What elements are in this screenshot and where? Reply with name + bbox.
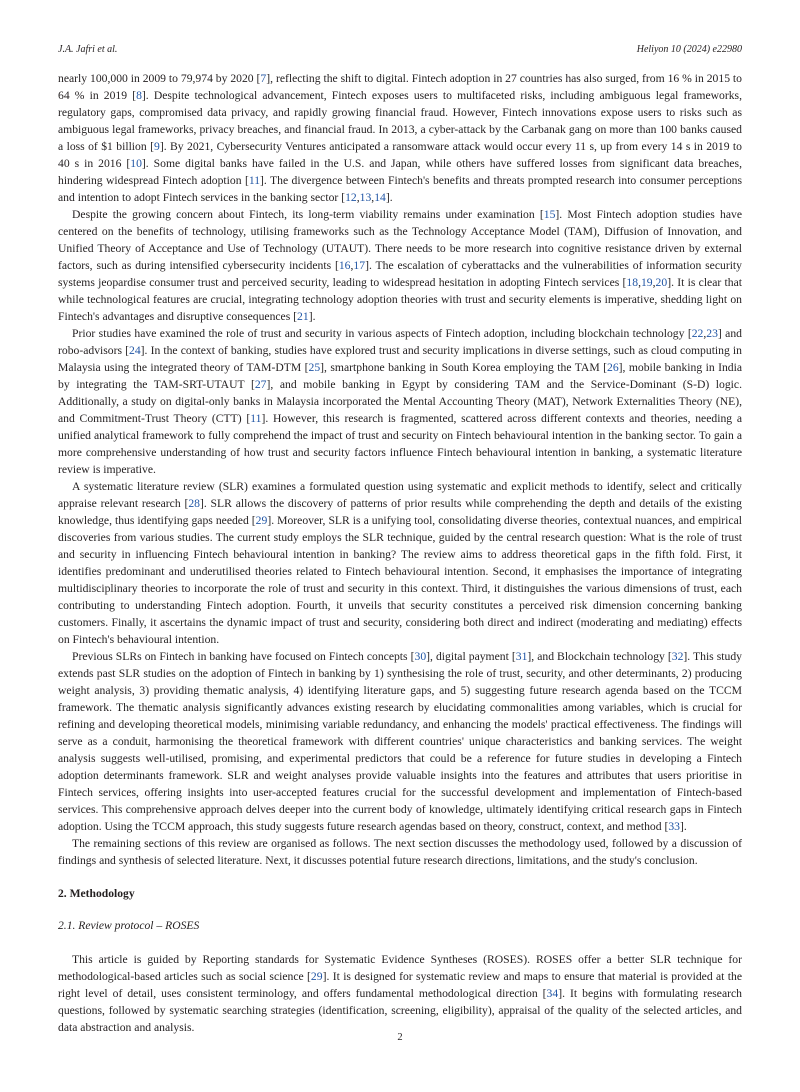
citation-link[interactable]: 11	[250, 412, 262, 425]
citation-link[interactable]: 19	[640, 276, 653, 289]
section-heading: 2. Methodology	[58, 887, 135, 900]
citation-link[interactable]: 34	[546, 987, 559, 1000]
intro-paragraphs	[58, 70, 742, 869]
subsection-heading: 2.1. Review protocol – ROSES	[58, 919, 200, 932]
citation-link[interactable]: 13	[359, 191, 372, 204]
citation-link[interactable]: 25	[308, 361, 321, 374]
citation-link[interactable]: 22	[691, 327, 704, 340]
citation-link[interactable]: 30	[414, 650, 427, 663]
citation-link[interactable]: 17	[353, 259, 366, 272]
citation-link[interactable]: 16	[338, 259, 351, 272]
running-header	[58, 44, 742, 55]
header-journal: Heliyon 10 (2024) e22980	[636, 44, 742, 55]
citation-link[interactable]: 31	[515, 650, 528, 663]
methodology-paragraph: This article is guided by Reporting standards for Systematic Evidence Syntheses (ROSES). ROSES offer a better SLR technique for methodological-based articles such as social science [29]. It is designed for systematic review and maps to ensure that material is provided at the right level of detail, uses consistent terminology, and offers fundamental methodological direction [34]. It begins with formulating research questions, followed by systematic searching strategies (identification, screening, eligibility), appraisal of the quality of the selected articles, and data abstraction and analysis.	[58, 953, 742, 1034]
citation-link[interactable]: 7	[260, 72, 267, 85]
citation-link[interactable]: 11	[248, 174, 261, 187]
citation-link[interactable]: 10	[130, 157, 142, 170]
citation-link[interactable]: 15	[543, 208, 556, 221]
header-authors: J.A. Jafri et al.	[58, 44, 118, 55]
citation-link[interactable]: 26	[607, 361, 619, 374]
citation-link[interactable]: 27	[254, 378, 267, 391]
body-paragraph: nearly 100,000 in 2009 to 79,974 by 2020 [7], reflecting the shift to digital. Fintech adoption in 27 countries has also surged, from 16 % in 2015 to 64 % in 2019 [8]. Despite technological advancement, Fintech exposes users to multifaceted risks, including ambiguous legal frameworks, regulatory gaps, compromised data privacy, and rapidly growing financial fraud. However, Fintech innovations expose users to risks such as ambiguous legal frameworks, privacy breaches, and financial fraud. In 2013, a cyber-attack by the Carbanak gang on more than 100 banks caused a loss of $1 billion [9]. By 2021, Cybersecurity Ventures anticipated a ransomware attack would occur every 11 s, up from every 14 s in 2019 to 40 s in 2016 [10]. Some digital banks have failed in the U.S. and Japan, while others have suffered losses from significant data breaches, hindering widespread Fintech adoption [11]. The divergence between Fintech's benefits and threats prompted research into consumer perceptions and intention to adopt Fintech services in the banking sector [12,13,14].	[58, 72, 742, 204]
citation-link[interactable]: 29	[255, 514, 268, 527]
body-paragraph: A systematic literature review (SLR) examines a formulated question using systematic and explicit methods to identify, select and critically appraise relevant research [28]. SLR allows the discovery of patterns of prior results while comprehending the depth and details of the existing knowledge, thus identifying gaps needed [29]. Moreover, SLR is a unifying tool, consolidating diverse theories, contextual nuances, and empirical discoveries from various studies. The current study employs the SLR technique, guided by the central research question: What is the role of trust and security in influencing Fintech behavioural intention in banking? The review aims to address theoretical gaps in the fifth fold. First, it identifies predominant and underutilised theories related to Fintech behavioural intention. Second, it emphasises the importance of integrating multidisciplinary theories to incorporate the role of trust and security in this context. Third, it distinguishes the various dimensions of trust, each contributing to understanding Fintech adoption. Fourth, it unveils that security constitutes a perceived risk dimension concerning banking customers. Finally, it ascertains the dynamic impact of trust and security, considering both direct and indirect (moderating and mediating) effects on Fintech's behavioural intention.	[58, 480, 742, 646]
citation-link[interactable]: 9	[153, 140, 160, 153]
citation-link[interactable]: 14	[374, 191, 386, 204]
citation-link[interactable]: 21	[297, 310, 309, 323]
body-paragraph: The remaining sections of this review are organised as follows. The next section discusses the methodology used, followed by a discussion of findings and synthesis of selected literature. Next, it discusses potential future research directions, limitations, and the study's conclusion.	[58, 837, 742, 867]
citation-link[interactable]: 23	[706, 327, 718, 340]
citation-link[interactable]: 18	[626, 276, 639, 289]
citation-link[interactable]: 28	[188, 497, 200, 510]
citation-link[interactable]: 33	[668, 820, 680, 833]
citation-link[interactable]: 20	[655, 276, 668, 289]
body-paragraph: Despite the growing concern about Fintech, its long-term viability remains under examination [15]. Most Fintech adoption studies have centered on the benefits of technology, utilising frameworks such as the Technology Acceptance Model (TAM), Diffusion of Innovation, and Unified Theory of Acceptance and Use of Technology (UTAUT). There needs to be more research into cognitive resistance driven by external factors, such as during intensified cybersecurity incidents [16,17]. The escalation of cyberattacks and the vulnerabilities of information security systems jeopardise consumer trust and perceived security, leading to widespread hesitation in adopting Fintech services [18,19,20]. It is clear that while technological features are crucial, integrating technology adoption theories with trust and security elements is imperative, shedding light on Fintech's advantages and disruptive consequences [21].	[58, 208, 742, 323]
citation-link[interactable]: 24	[129, 344, 141, 357]
page-number: 2	[397, 1032, 403, 1043]
body-paragraph: Previous SLRs on Fintech in banking have focused on Fintech concepts [30], digital payment [31], and Blockchain technology [32]. This study extends past SLR studies on the adoption of Fintech in banking by 1) synthesising the role of trust, security, and other determinants, 2) producing weight analysis, 3) providing thematic analysis, 4) identifying literature gaps, and 5) suggesting future research agenda based on the TCCM framework. The thematic analysis significantly advances existing research by elucidating commonalities among variables, which is crucial for refining and developing theoretical models, minimising variable redundancy, and enhancing the models' practical effectiveness. The findings will serve as a conduit, harmonising the theoretical framework with different countries' unique characteristics and banking services. The weight analysis suggests well-utilised, promising, and experimental predictors that could be a reference for future studies in developing a Fintech adoption determinants framework. SLR and weight analyses provide valuable insights into the features and attributes that users prioritise in Fintech services, offering insights into user-accepted features crucial for the successful development and implementation of Fintech-based services. This comprehensive approach delves deeper into the current body of knowledge, ultimately identifying critical research gaps in Fintech adoption. Using the TCCM approach, this study suggests future research agendas based on theory, construct, context, and method [33].	[58, 650, 742, 833]
citation-link[interactable]: 32	[671, 650, 684, 663]
citation-link[interactable]: 29	[310, 970, 323, 983]
body-paragraph: Prior studies have examined the role of trust and security in various aspects of Fintech adoption, including blockchain technology [22,23] and robo-advisors [24]. In the context of banking, studies have explored trust and security implications in diverse settings, such as cloud computing in Malaysia using the integrated theory of TAM-DTM [25], smartphone banking in South Korea employing the TAM [26], mobile banking in India by integrating the TAM-SRT-UTAUT [27], and mobile banking in Egypt by considering TAM and the Service-Dominant (S-D) logic. Additionally, a study on digital-only banks in Malaysia incorporated the Mental Accounting Theory (MAT), Network Externalities Theory (NE), and Commitment-Trust Theory (CTT) [11]. However, this research is fragmented, scattered across different contexts and theories, needing a unified analytical framework to fully comprehend the impact of trust and security on Fintech behavioural intention in the banking sector. To gain a more comprehensive understanding of how trust and security factors influence Fintech behavioural intention in banking, a systematic literature review is imperative.	[58, 327, 742, 476]
citation-link[interactable]: 8	[136, 89, 142, 102]
citation-link[interactable]: 12	[345, 191, 357, 204]
article-body	[58, 70, 742, 1036]
